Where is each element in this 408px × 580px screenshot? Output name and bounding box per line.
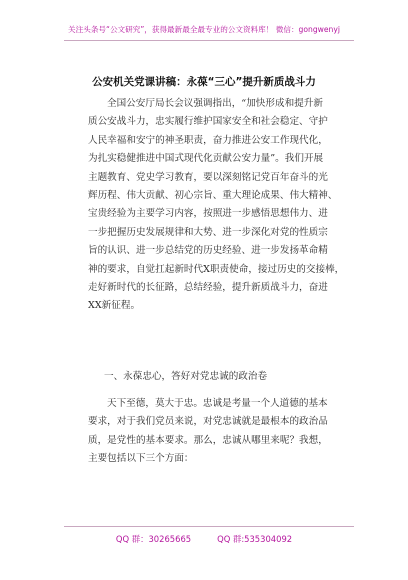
paragraph-line: 为扎实稳健推进中国式现代化贡献公安力量”。我们开展: [88, 153, 324, 165]
header-banner[interactable]: 关注头条号“公文研究”，获得最新最全最专业的公文资料库！ 微信：gongwenyj: [68, 25, 340, 34]
paragraph-line: 神的要求，自觉扛起新时代X职责使命，接过历史的交接棒，: [88, 263, 345, 275]
paragraph-line: 主要包括以下三个方面：: [88, 453, 194, 465]
paragraph-line: 宝贵经验为主要学习内容，按照进一步感悟思想伟力、进: [88, 208, 328, 220]
footer-divider: [64, 526, 354, 527]
paragraph-line: 质公安战斗力，忠实履行维护国家安全和社会稳定、守护: [88, 116, 328, 128]
paragraph-line: 人民幸福和安宁的神圣职责，奋力推进公安工作现代化，: [88, 134, 328, 146]
paragraph-line: 天下至德，莫大于忠。忠诚是考量一个人道德的基本: [107, 398, 328, 409]
paragraph-line: 辉历程、伟大贡献、初心宗旨、重大理论成果、伟大精神、: [88, 189, 338, 201]
paragraph-line: XX新征程。: [88, 300, 141, 312]
document-title: 公安机关党课讲稿：永葆“三心”提升新质战斗力: [92, 76, 316, 88]
header-divider: [64, 40, 354, 41]
section-heading-1: 一、永葆忠心，答好对党忠诚的政治卷: [104, 371, 268, 382]
paragraph-2: [88, 395, 346, 469]
paragraph-line: 走好新时代的长征路，总结经验，提升新质战斗力，奋进: [88, 281, 328, 293]
paragraph-line: 全国公安厅局长会议强调指出，“加快形成和提升新: [107, 98, 323, 109]
paragraph-line: 一步把握历史发展规律和大势、进一步深化对党的性质宗: [88, 226, 328, 238]
footer-qq-group-1[interactable]: QQ 群：30265665: [115, 534, 192, 544]
paragraph-line: 要求，对于我们党员来说，对党忠诚就是最根本的政治品: [88, 416, 328, 428]
footer-qq-group-2[interactable]: QQ 群:535304092: [217, 534, 293, 544]
paragraph-line: 质，是党性的基本要求。那么，忠诚从哪里来呢？我想，: [88, 434, 328, 446]
paragraph-line: 主题教育、党史学习教育，要以深刻铭记党百年奋斗的光: [88, 171, 328, 183]
paragraph-1: [88, 95, 346, 316]
footer: [0, 533, 408, 545]
paragraph-line: 旨的认识、进一步总结党的历史经验、进一步发扬革命精: [88, 245, 328, 257]
